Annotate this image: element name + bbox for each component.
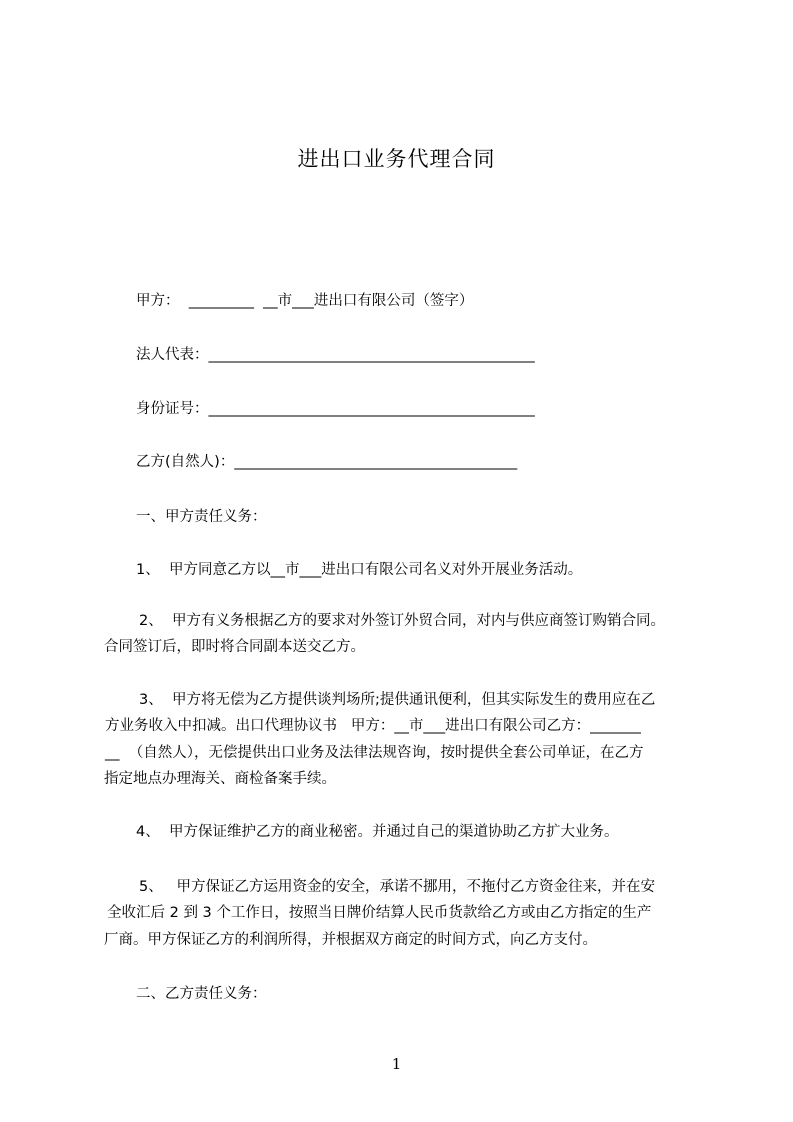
section-2-heading: 二、乙方责任义务： [136, 986, 267, 1002]
document-title: 进出口业务代理合同 [297, 147, 496, 171]
clause-1: 1、 甲方同意乙方以__市___进出口有限公司名义对外开展业务活动。 [136, 562, 583, 578]
clause-2-line-2: 合同签订后，即时将合同副本送交乙方。 [104, 639, 365, 655]
section-1-heading: 一、甲方责任义务： [136, 509, 267, 525]
clause-5-line-1: 5、 甲方保证乙方运用资金的安全，承诺不挪用，不拖付乙方资金往来，并在安 [139, 879, 656, 895]
clause-5-line-3: 厂商。甲方保证乙方的利润所得，并根据双方商定的时间方式，向乙方支付。 [104, 932, 597, 948]
legal-representative-line: 法人代表：_____________________________________________ [136, 347, 535, 363]
clause-5-line-2: 全收汇后 2 到 3 个工作日，按照当日牌价结算人民币货款给乙方或由乙方指定的生产 [107, 905, 652, 921]
id-number-line: 身份证号：_____________________________________________ [136, 401, 535, 417]
clause-4: 4、 甲方保证维护乙方的商业秘密。并通过自己的渠道协助乙方扩大业务。 [136, 824, 619, 840]
clause-3-line-2: 方业务收入中扣减。出口代理协议书 甲方：__市___进出口有限公司乙方：_______ [105, 718, 641, 734]
clause-3-line-3: __ （自然人），无偿提供出口业务及法律法规咨询，按时提供全套公司单证，在乙方 [105, 745, 644, 761]
party-a-line: 甲方： _________ __市___进出口有限公司（签字） [136, 293, 474, 309]
clause-3-line-1: 3、 甲方将无偿为乙方提供谈判场所;提供通讯便利，但其实际发生的费用应在乙 [139, 692, 656, 708]
clause-2-line-1: 2、 甲方有义务根据乙方的要求对外签订外贸合同，对内与供应商签订购销合同。 [139, 613, 665, 629]
clause-3-line-4: 指定地点办理海关、商检备案手续。 [104, 771, 336, 787]
page-number: 1 [391, 1055, 402, 1073]
party-b-line: 乙方(自然人)：_______________________________________ [136, 454, 518, 470]
